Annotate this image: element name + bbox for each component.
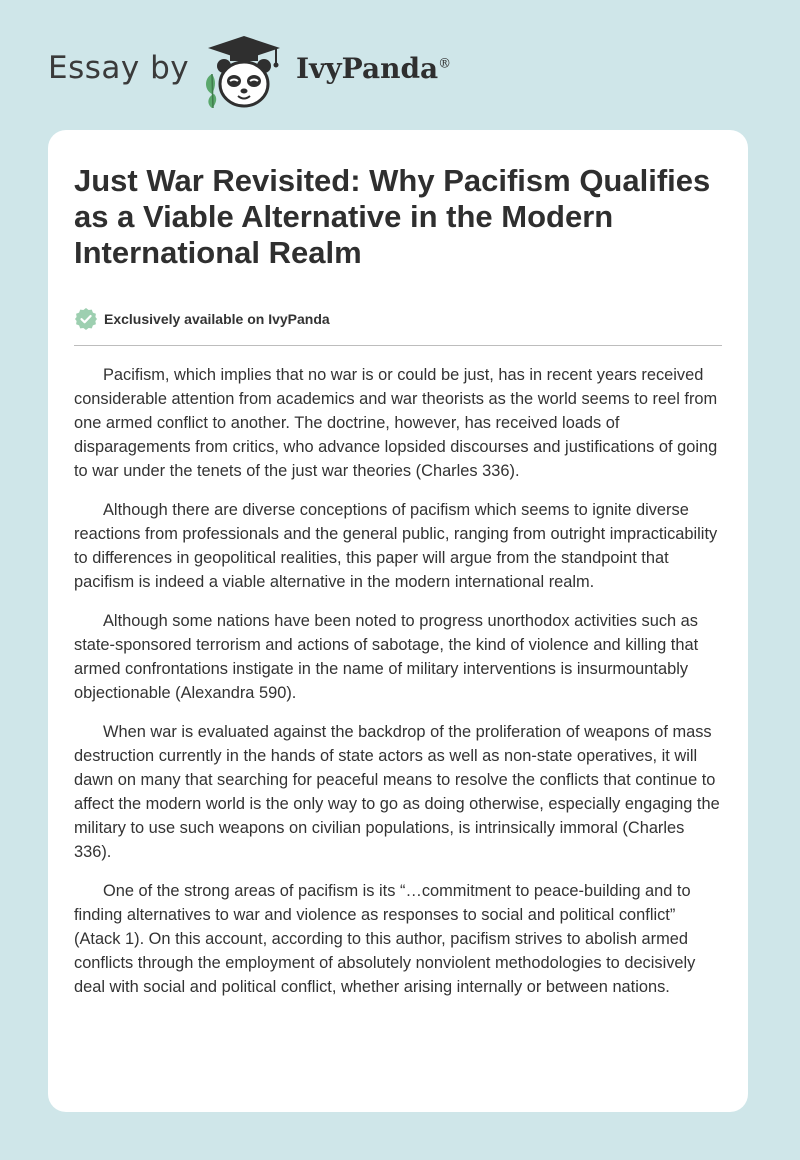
paragraph: Although there are diverse conceptions of pacifism which seems to ignite diverse reactions from professionals and the general public, ranging from outright impracticability to differences in geopolitical realities, this paper will argue from the standpoint that pacifism is indeed a viable alternative in the modern international realm. bbox=[74, 501, 718, 591]
paragraph: When war is evaluated against the backdrop of the proliferation of weapons of mass destruction currently in the hands of state actors as well as non-state operatives, it will dawn on many that searching for peaceful means to resolve the conflicts that continue to affect the modern world is the only way to go as doing otherwise, especially engaging the military to use such weapons on civilian populations, is intrinsically immoral (Charles 336). bbox=[74, 723, 720, 861]
panda-graduate-icon bbox=[200, 34, 288, 110]
divider bbox=[74, 345, 722, 346]
brand-name-text: IvyPanda bbox=[296, 52, 439, 85]
paragraph: One of the strong areas of pacifism is its “…commitment to peace-building and to finding alternatives to war and violence as responses to social and political conflict” (Atack 1). On this account, according to this author, pacifism strives to abolish armed conflicts through the employment of absolutely nonviolent methodologies to decisively deal with social and political conflict, whether arising internally or between nations. bbox=[74, 882, 696, 996]
exclusive-badge bbox=[74, 306, 330, 332]
essay-title: Just War Revisited: Why Pacifism Qualifies as a Viable Alternative in the Modern International Realm bbox=[74, 163, 711, 270]
brand-header bbox=[48, 30, 468, 110]
registered-mark: ® bbox=[438, 56, 452, 72]
paragraph: Pacifism, which implies that no war is or could be just, has in recent years received considerable attention from academics and war theorists as the world seems to reel from one armed conflict to another. The doctrine, however, has received loads of disparagements from critics, who advance lopsided discourses and justifications of going to war under the tenets of the just war theories (Charles 336). bbox=[74, 366, 718, 480]
brand-prefix: Essay by bbox=[48, 50, 190, 86]
exclusive-label: Exclusively available on IvyPanda bbox=[104, 311, 330, 327]
brand-name bbox=[296, 52, 451, 85]
essay-card bbox=[48, 130, 748, 1112]
essay-body bbox=[74, 363, 724, 1014]
check-circle-icon bbox=[74, 307, 98, 331]
paragraph: Although some nations have been noted to progress unorthodox activities such as state-sponsored terrorism and actions of sabotage, the kind of violence and killing that armed confrontations instigate in the name of military interventions is insurmountably objectionable (Alexandra 590). bbox=[74, 612, 699, 702]
